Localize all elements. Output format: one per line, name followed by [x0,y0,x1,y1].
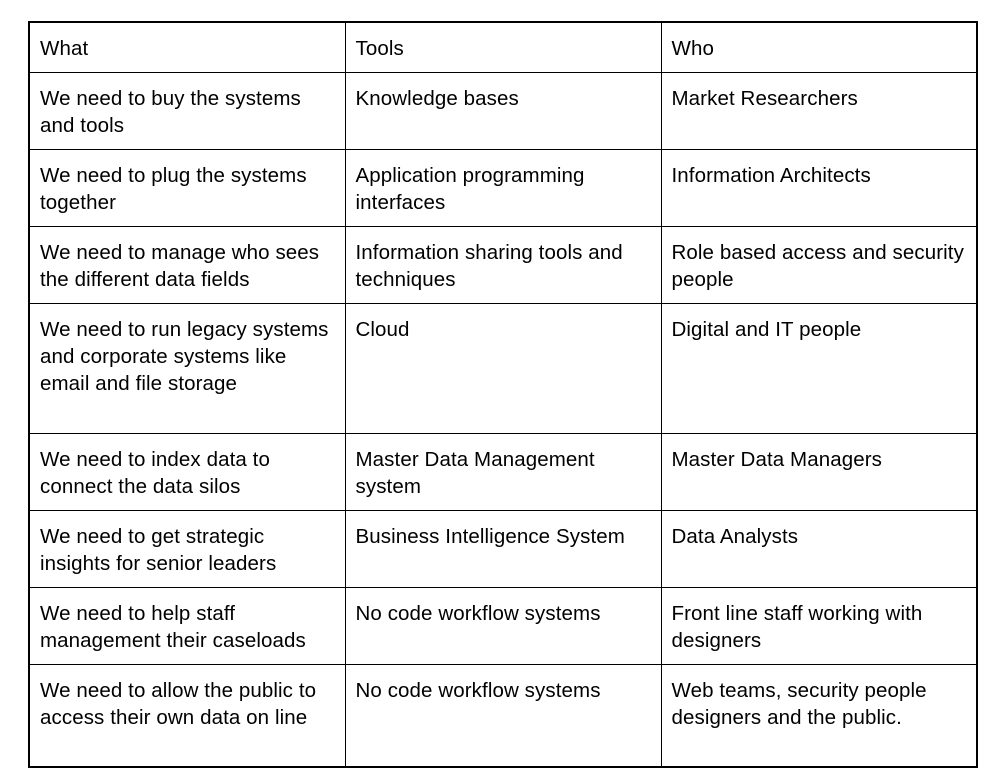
cell-what: We need to help staff management their caseloads [29,588,345,665]
cell-who: Front line staff working with designers [661,588,977,665]
cell-who: Web teams, security people designers and the public. [661,665,977,768]
cell-tools: Business Intelligence System [345,511,661,588]
cell-what: We need to plug the systems together [29,150,345,227]
cell-who: Information Architects [661,150,977,227]
cell-tools: No code workflow systems [345,588,661,665]
table-row [29,73,977,150]
cell-tools: No code workflow systems [345,665,661,768]
cell-who: Role based access and security people [661,227,977,304]
table-row [29,511,977,588]
what-tools-who-table [28,21,978,768]
cell-who: Data Analysts [661,511,977,588]
cell-tools: Cloud [345,304,661,434]
cell-who: Master Data Managers [661,434,977,511]
cell-who: Market Researchers [661,73,977,150]
table-row [29,588,977,665]
header-who: Who [661,22,977,73]
cell-tools: Master Data Management system [345,434,661,511]
cell-what: We need to allow the public to access their own data on line [29,665,345,768]
cell-tools: Knowledge bases [345,73,661,150]
cell-what: We need to index data to connect the data silos [29,434,345,511]
cell-tools: Application programming interfaces [345,150,661,227]
cell-what: We need to get strategic insights for senior leaders [29,511,345,588]
table-row [29,434,977,511]
table-row [29,227,977,304]
table-header-row [29,22,977,73]
cell-who: Digital and IT people [661,304,977,434]
cell-what: We need to run legacy systems and corporate systems like email and file storage [29,304,345,434]
cell-tools: Information sharing tools and techniques [345,227,661,304]
header-what: What [29,22,345,73]
cell-what: We need to buy the systems and tools [29,73,345,150]
header-tools: Tools [345,22,661,73]
cell-what: We need to manage who sees the different data fields [29,227,345,304]
table-row [29,665,977,768]
table-row [29,304,977,434]
table-row [29,150,977,227]
